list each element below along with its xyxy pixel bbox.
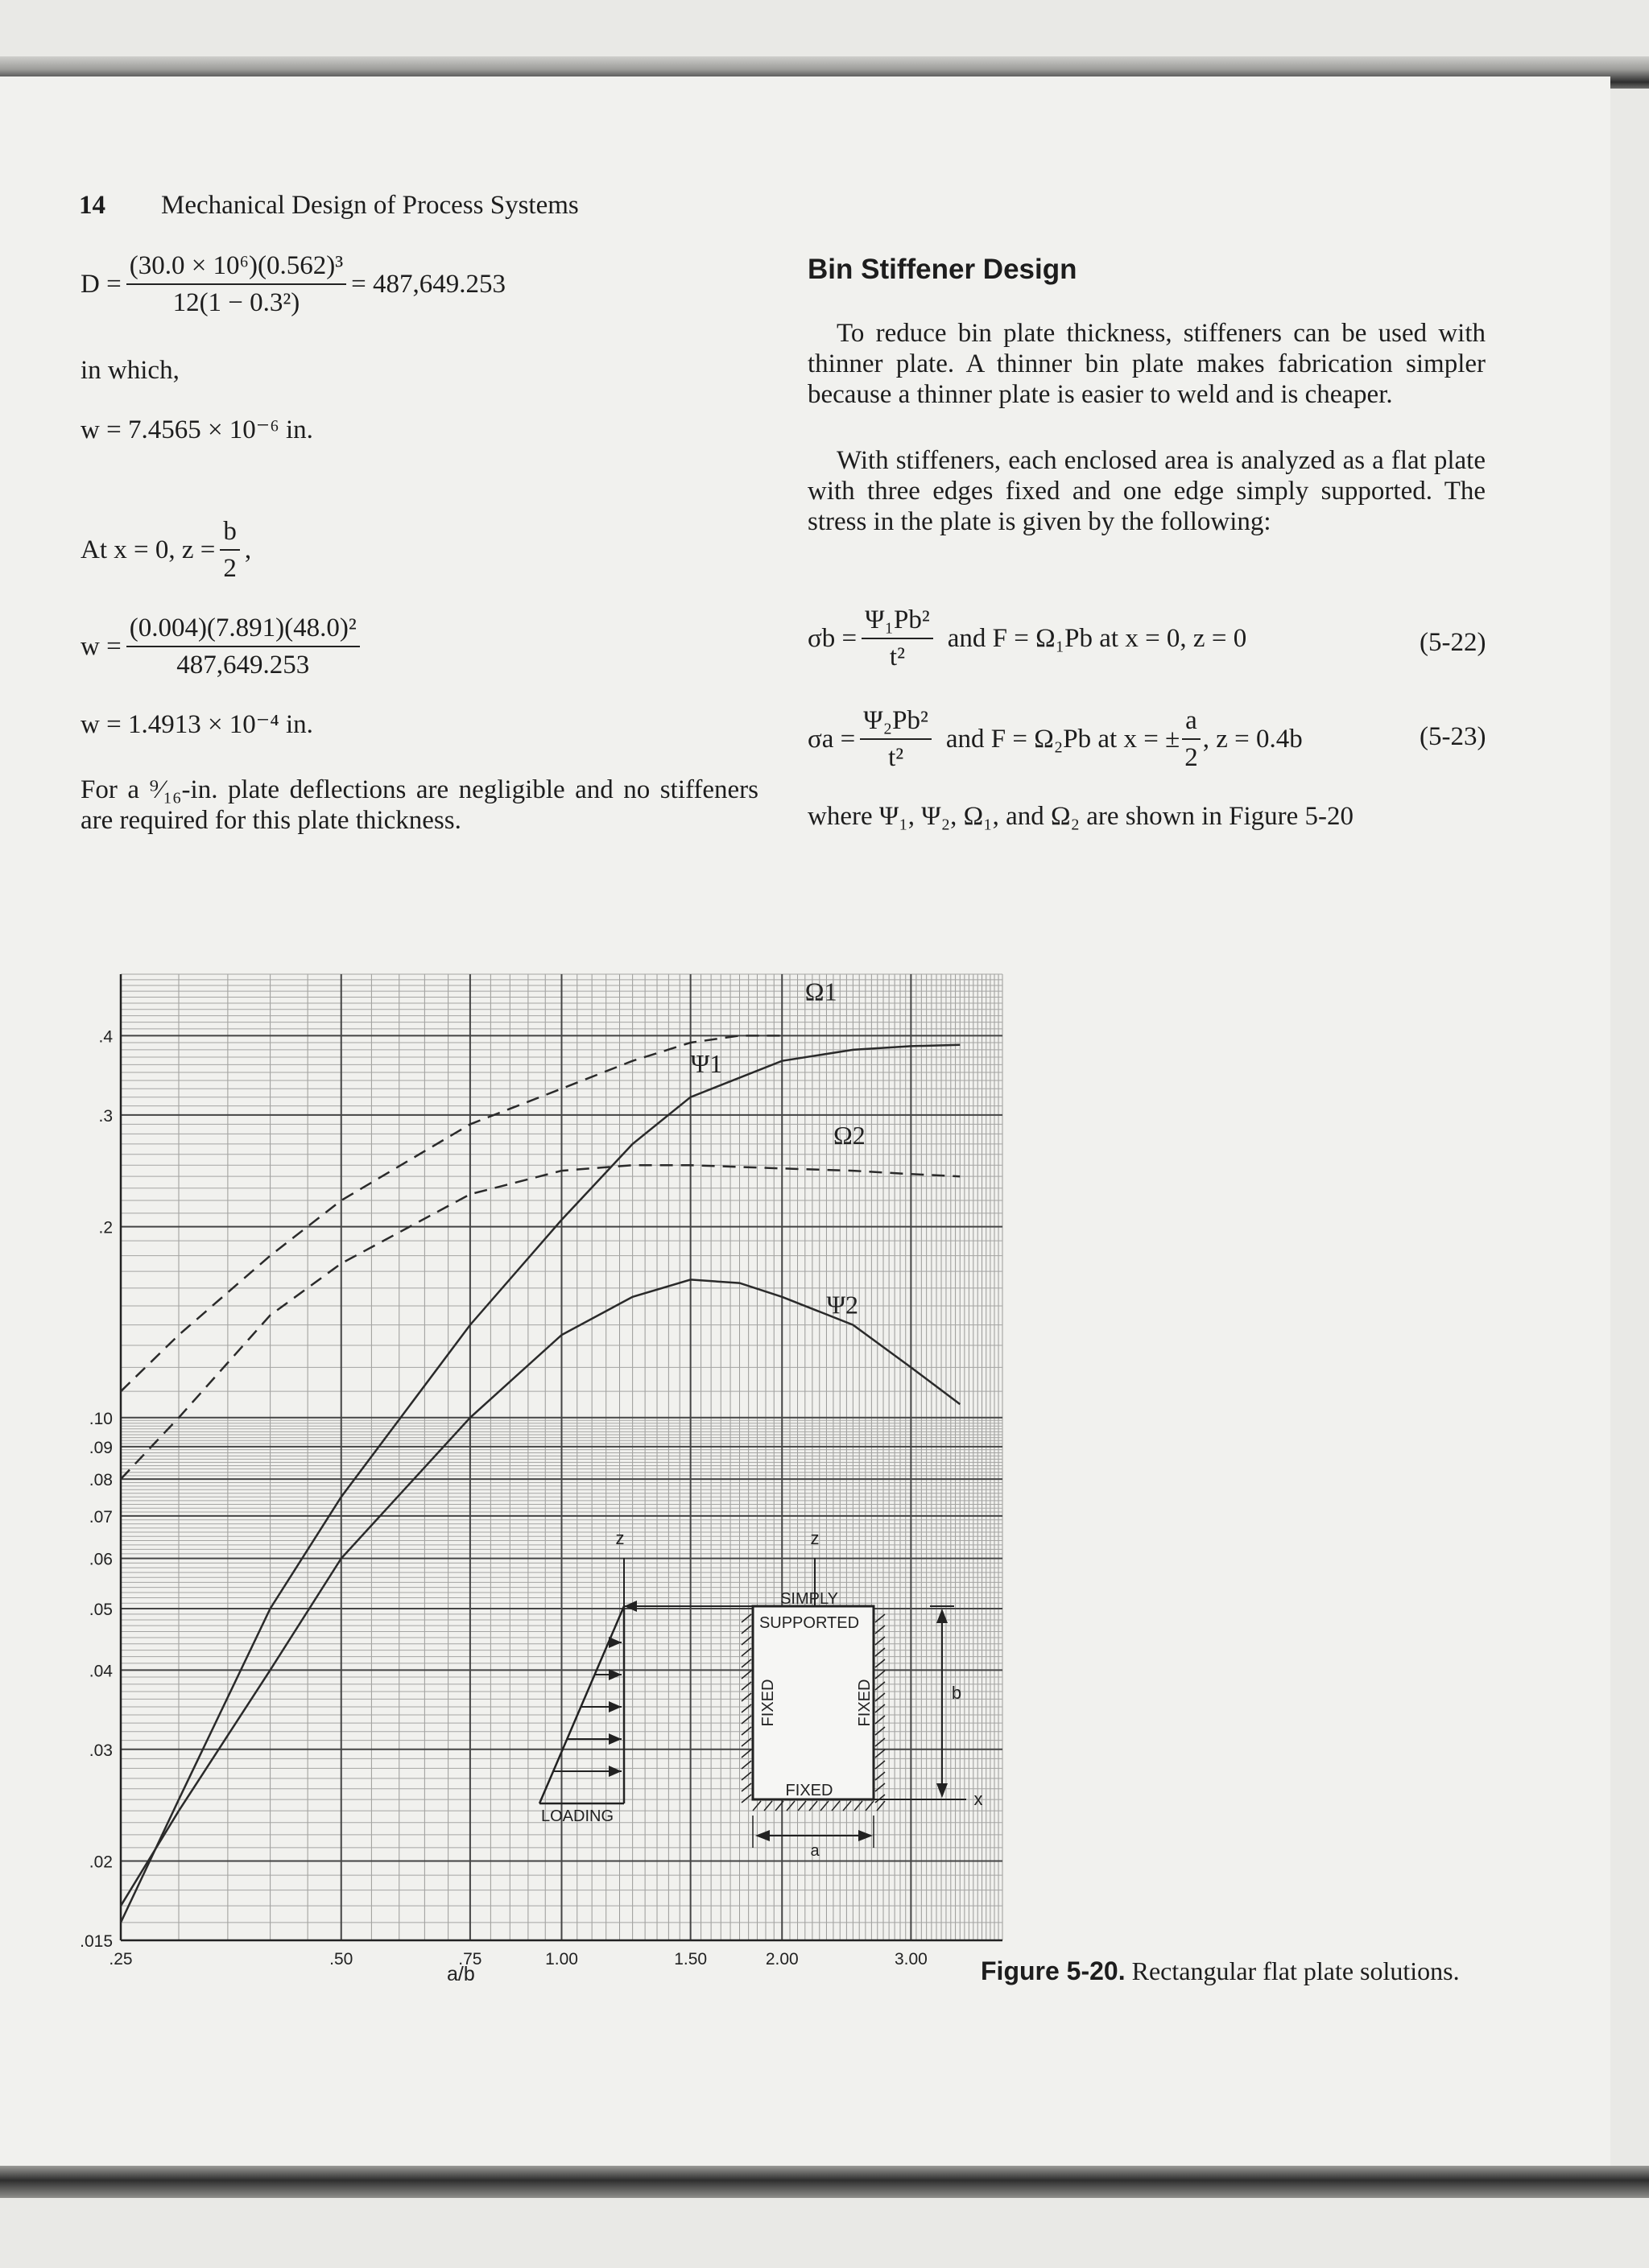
hatch-left [742,1727,751,1735]
hatch-left [742,1783,751,1791]
y-tick-label: .4 [98,1027,113,1047]
curve-label: Ω1 [804,977,837,1006]
y-tick-label: .07 [89,1507,113,1526]
inset-label-z-right: z [810,1528,820,1548]
hatch-left [742,1716,751,1724]
inset-label-b: b [951,1683,962,1703]
inset-label-loading: LOADING [540,1807,614,1825]
eq2-small-denominator: 2 [1184,743,1198,772]
y-tick-label: .03 [89,1741,113,1760]
inset-label-fixed-bottom: FIXED [785,1782,833,1799]
closing-paragraph: For a ⁹⁄₁₆-in. plate deflections are negligible and no stiffeners are required for this plate thickness. [81,775,758,835]
eq2-rhs-part2: , z = 0.4b [1202,725,1303,754]
inset-label-a: a [810,1842,820,1860]
plate-diagram-inset [539,1558,966,1848]
y-tick-label: .015 [80,1932,113,1951]
w-value-1: w = 7.4565 × 10⁻⁶ in. [81,415,313,444]
at-x-lhs: At x = 0, z = [81,535,216,564]
hatch-bottom [820,1801,829,1811]
eq1-lhs: σb = [808,624,858,653]
eq2-lhs: σa = [808,725,856,754]
hatch-left [742,1750,751,1758]
running-title: Mechanical Design of Process Systems [161,191,579,220]
x-tick-label: .25 [109,1950,133,1968]
inset-label-simply: SIMPLY [780,1590,838,1608]
at-x-numerator: b [220,515,240,551]
inset-label-supported: SUPPORTED [758,1614,860,1632]
paragraph-2: With stiffeners, each enclosed area is analyzed as a flat plate with three edges fixed and one edge simply supported. The stress in the plate is given by the following: [808,446,1486,536]
y-tick-label: .3 [98,1106,113,1126]
eq1-numerator: Ψ₁Pb² [862,604,933,639]
hatch-left [742,1761,751,1769]
x-tick-label: 2.00 [765,1950,799,1968]
inset-label-z-left: z [615,1528,625,1548]
curve-label: Ω2 [833,1120,866,1150]
figure-caption [981,1956,1460,1986]
eq-D-denominator: 12(1 − 0.3²) [172,288,300,317]
inset-label-fixed-left: FIXED [759,1679,777,1727]
eq1-number: (5-22) [1420,628,1486,657]
eq-w-lhs: w = [81,632,122,661]
x-axis-label: a/b [447,1963,475,1985]
eq-w-denominator: 487,649.253 [176,651,310,680]
hatch-bottom [809,1801,817,1811]
page-number: 14 [79,191,105,220]
hatch-left [742,1648,751,1656]
hatch-bottom [854,1801,862,1811]
eq-w-numerator: (0.004)(7.891)(48.0)² [126,612,360,647]
eq-D-lhs: D = [81,270,122,299]
at-x-denominator: 2 [223,554,237,583]
curve-label: Ψ1 [690,1049,723,1079]
y-tick-label: .09 [89,1438,113,1457]
hatch-left [742,1682,751,1690]
curve-label: Ψ2 [826,1290,859,1320]
hatch-left [742,1704,751,1712]
eq2-denominator: t² [888,743,904,772]
hatch-left [742,1614,751,1622]
eq-D-rhs: = 487,649.253 [351,270,506,299]
eq1-rhs: and F = Ω₁Pb at x = 0, z = 0 [947,624,1247,653]
section-heading: Bin Stiffener Design [808,254,1077,285]
hatch-bottom [843,1801,851,1811]
eq1-denominator: t² [889,642,905,671]
w-value-2: w = 1.4913 × 10⁻⁴ in. [81,710,313,739]
y-tick-label: .2 [98,1218,113,1237]
y-tick-label: .04 [89,1662,113,1681]
eq-D-numerator: (30.0 × 10⁶)(0.562)³ [126,250,346,285]
inset-label-fixed-right: FIXED [856,1679,874,1727]
y-tick-label: .10 [89,1409,113,1428]
hatch-left [742,1693,751,1701]
eq2-rhs-part1: and F = Ω₂Pb at x = ± [945,725,1180,754]
eq2-small-numerator: a [1182,704,1201,740]
x-tick-label: 1.00 [545,1950,578,1968]
eq2-numerator: Ψ₂Pb² [860,704,932,740]
paragraph-1: To reduce bin plate thickness, stiffeners can be used with thinner plate. A thinner bin plate makes fabrication simpler because a thinner plate is easier to weld and is cheaper. [808,319,1486,409]
y-tick-label: .02 [89,1853,113,1872]
x-tick-label: 3.00 [894,1950,928,1968]
hatch-left [742,1772,751,1780]
caption-label: Figure 5-20. [981,1956,1126,1985]
hatch-left [742,1795,751,1803]
y-tick-label: .06 [89,1550,113,1569]
at-x-tail: , [244,535,252,564]
y-tick-label: .08 [89,1471,113,1490]
hatch-bottom [787,1801,795,1811]
x-tick-label: .50 [329,1950,353,1968]
hatch-left [742,1626,751,1634]
x-tick-label: .75 [458,1950,482,1968]
hatch-bottom [866,1801,874,1811]
x-tick-label: 1.50 [674,1950,708,1968]
in-which-text: in which, [81,356,180,385]
where-line: where Ψ₁, Ψ₂, Ω₁, and Ω₂ are shown in Figure 5-20 [808,802,1354,831]
hatch-left [742,1738,751,1746]
eq2-number: (5-23) [1420,722,1486,751]
arrowhead [624,1601,637,1612]
y-tick-label: .05 [89,1600,113,1619]
inset-label-x: x [973,1789,983,1809]
caption-text: Rectangular flat plate solutions. [1131,1956,1460,1985]
